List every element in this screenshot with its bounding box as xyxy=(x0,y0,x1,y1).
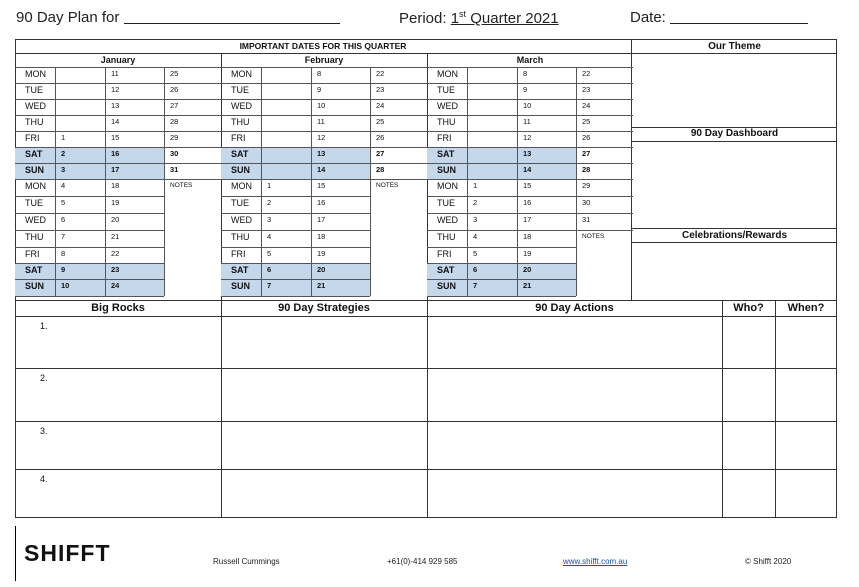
day-name: SAT xyxy=(437,149,455,159)
date-cell: 4 xyxy=(61,181,66,190)
day-name: MON xyxy=(25,69,46,79)
divider xyxy=(221,67,427,68)
date-cell: 20 xyxy=(317,265,326,274)
day-name: FRI xyxy=(437,249,452,259)
date-field[interactable] xyxy=(670,10,808,24)
date-cell: 26 xyxy=(170,85,179,94)
divider xyxy=(722,300,723,518)
date-cell: 16 xyxy=(317,198,326,207)
date-cell: 12 xyxy=(317,133,326,142)
date-cell: 8 xyxy=(317,69,322,78)
celebrations-title: Celebrations/Rewards xyxy=(681,230,788,241)
date-cell: 7 xyxy=(473,281,478,290)
date-cell: 3 xyxy=(473,215,478,224)
divider xyxy=(632,242,837,243)
divider xyxy=(427,179,576,180)
bottom-block-frame xyxy=(15,300,837,518)
date-text: Date: xyxy=(630,9,666,26)
day-name: MON xyxy=(437,69,458,79)
divider xyxy=(221,213,370,214)
day-name: WED xyxy=(437,215,458,225)
day-name: MON xyxy=(231,69,252,79)
day-name: TUE xyxy=(25,198,43,208)
divider xyxy=(427,131,576,132)
date-cell: 20 xyxy=(523,265,532,274)
date-cell: 31 xyxy=(170,165,179,174)
date-cell: 24 xyxy=(376,101,385,110)
date-cell: 3 xyxy=(61,165,66,174)
date-cell: 6 xyxy=(267,265,272,274)
when-title: When? xyxy=(787,302,825,314)
date-cell: 24 xyxy=(111,281,120,290)
day-name: THU xyxy=(25,232,44,242)
date-cell: 12 xyxy=(523,133,532,142)
month-title: January xyxy=(100,55,136,65)
date-cell: 28 xyxy=(582,165,591,174)
date-cell: 30 xyxy=(582,198,591,207)
our-theme-title: Our Theme xyxy=(708,41,761,52)
date-cell: 5 xyxy=(473,249,478,258)
day-name: TUE xyxy=(25,85,43,95)
divider xyxy=(221,196,370,197)
divider xyxy=(427,230,576,231)
date-cell: 29 xyxy=(582,181,591,190)
notes-label: NOTES xyxy=(376,182,399,189)
date-cell: 15 xyxy=(317,181,326,190)
date-cell: 16 xyxy=(523,198,532,207)
day-name: SUN xyxy=(25,165,45,175)
divider xyxy=(15,213,164,214)
date-cell: 25 xyxy=(376,117,385,126)
divider xyxy=(15,230,164,231)
date-cell: 13 xyxy=(523,149,532,158)
date-cell: 9 xyxy=(61,265,66,274)
plan-for-label xyxy=(16,9,340,26)
date-cell: 30 xyxy=(170,149,179,158)
big-rocks-title: Big Rocks xyxy=(91,302,145,314)
date-cell: 14 xyxy=(111,117,120,126)
date-cell: 10 xyxy=(523,101,532,110)
day-name: TUE xyxy=(231,85,249,95)
date-cell: 22 xyxy=(582,69,591,78)
day-name: FRI xyxy=(437,133,452,143)
divider xyxy=(221,115,370,116)
day-name: SUN xyxy=(437,281,457,291)
date-cell: 28 xyxy=(170,117,179,126)
date-label xyxy=(630,9,808,26)
divider xyxy=(221,300,222,518)
divider xyxy=(261,67,262,296)
day-name: THU xyxy=(437,232,456,242)
day-name: FRI xyxy=(231,133,246,143)
day-name: MON xyxy=(437,181,458,191)
divider xyxy=(105,67,106,296)
divider xyxy=(15,179,164,180)
date-cell: 29 xyxy=(170,133,179,142)
date-cell: 18 xyxy=(317,232,326,241)
divider xyxy=(221,247,370,248)
divider xyxy=(164,67,165,296)
notes-label: NOTES xyxy=(170,182,193,189)
divider xyxy=(15,83,164,84)
day-name: SAT xyxy=(231,265,249,275)
date-cell: 23 xyxy=(582,85,591,94)
day-name: SUN xyxy=(231,165,251,175)
month-title: March xyxy=(516,55,544,65)
date-cell: 15 xyxy=(111,133,120,142)
date-cell: 22 xyxy=(376,69,385,78)
plan-for-text: 90 Day Plan for xyxy=(16,9,120,26)
day-name: FRI xyxy=(231,249,246,259)
divider xyxy=(221,179,370,180)
day-name: FRI xyxy=(25,249,40,259)
date-cell: 17 xyxy=(111,165,120,174)
day-name: MON xyxy=(25,181,46,191)
date-cell: 20 xyxy=(111,215,120,224)
day-name: SUN xyxy=(231,281,251,291)
date-cell: 2 xyxy=(61,149,66,158)
divider xyxy=(427,115,576,116)
date-cell: 17 xyxy=(523,215,532,224)
divider xyxy=(427,300,428,518)
divider xyxy=(427,247,576,248)
date-cell: 1 xyxy=(61,133,66,142)
divider xyxy=(15,263,164,264)
date-cell: 17 xyxy=(317,215,326,224)
divider xyxy=(221,163,370,164)
period-value: 1st Quarter 2021 xyxy=(450,9,559,27)
dashboard-title: 90 Day Dashboard xyxy=(690,128,779,139)
date-cell: 12 xyxy=(111,85,120,94)
divider xyxy=(311,67,312,296)
divider xyxy=(221,279,370,280)
divider xyxy=(15,53,631,54)
date-cell: 13 xyxy=(111,101,120,110)
footer-copyright: © Shifft 2020 xyxy=(745,557,792,566)
date-cell: 9 xyxy=(523,85,528,94)
date-cell: 27 xyxy=(376,149,385,158)
divider xyxy=(221,131,370,132)
date-cell: 14 xyxy=(523,165,532,174)
divider xyxy=(15,115,164,116)
divider xyxy=(632,141,837,142)
date-cell: 14 xyxy=(317,165,326,174)
date-cell: 6 xyxy=(473,265,478,274)
divider xyxy=(15,247,164,248)
period-label xyxy=(399,9,559,27)
divider xyxy=(427,263,576,264)
date-cell: 18 xyxy=(523,232,532,241)
day-name: WED xyxy=(231,101,252,111)
divider xyxy=(517,67,518,296)
divider xyxy=(15,131,164,132)
divider xyxy=(631,39,632,301)
date-cell: 23 xyxy=(376,85,385,94)
day-name: WED xyxy=(25,101,46,111)
date-cell: 13 xyxy=(317,149,326,158)
day-name: WED xyxy=(25,215,46,225)
date-cell: 26 xyxy=(582,133,591,142)
day-name: SUN xyxy=(25,281,45,291)
divider xyxy=(15,196,164,197)
divider xyxy=(427,163,576,164)
divider xyxy=(221,230,370,231)
day-name: SAT xyxy=(231,149,249,159)
footer-name: Russell Cummings xyxy=(213,557,280,566)
divider xyxy=(15,469,837,470)
divider xyxy=(632,53,837,54)
day-name: THU xyxy=(25,117,44,127)
date-cell: 21 xyxy=(317,281,326,290)
divider xyxy=(55,67,56,296)
divider xyxy=(15,147,164,148)
divider xyxy=(15,316,837,317)
divider xyxy=(576,67,577,296)
day-name: TUE xyxy=(231,198,249,208)
date-cell: 31 xyxy=(582,215,591,224)
date-cell: 1 xyxy=(473,181,478,190)
date-cell: 5 xyxy=(267,249,272,258)
date-cell: 25 xyxy=(582,117,591,126)
big-rock-number: 4. xyxy=(40,474,48,484)
day-name: FRI xyxy=(25,133,40,143)
date-cell: 1 xyxy=(267,181,272,190)
day-name: SAT xyxy=(25,265,43,275)
plan-for-name-field[interactable] xyxy=(124,10,340,24)
divider xyxy=(221,83,370,84)
divider xyxy=(467,67,468,296)
footer-phone: +61(0)-414 929 585 xyxy=(387,557,458,566)
date-cell: 11 xyxy=(317,117,325,126)
date-cell: 27 xyxy=(170,101,179,110)
period-text: Period: xyxy=(399,10,447,27)
shifft-logo: SHIFFT xyxy=(24,540,111,566)
date-cell: 9 xyxy=(317,85,322,94)
day-name: THU xyxy=(231,117,250,127)
day-name: THU xyxy=(437,117,456,127)
divider xyxy=(15,296,164,297)
divider xyxy=(427,147,576,148)
date-cell: 22 xyxy=(111,249,120,258)
date-cell: 11 xyxy=(111,69,119,78)
divider xyxy=(15,163,164,164)
day-name: WED xyxy=(437,101,458,111)
who-title: Who? xyxy=(733,302,764,314)
date-cell: 3 xyxy=(267,215,272,224)
divider xyxy=(427,196,576,197)
date-cell: 7 xyxy=(61,232,66,241)
date-cell: 10 xyxy=(61,281,70,290)
divider xyxy=(775,300,776,518)
date-cell: 11 xyxy=(523,117,531,126)
date-cell: 6 xyxy=(61,215,66,224)
date-cell: 21 xyxy=(111,232,120,241)
day-name: MON xyxy=(231,181,252,191)
day-name: TUE xyxy=(437,85,455,95)
day-name: SAT xyxy=(437,265,455,275)
strategies-title: 90 Day Strategies xyxy=(278,302,370,314)
divider xyxy=(632,228,837,229)
divider xyxy=(15,368,837,369)
date-cell: 7 xyxy=(267,281,272,290)
important-dates-title: IMPORTANT DATES FOR THIS QUARTER xyxy=(239,41,407,51)
divider xyxy=(221,147,370,148)
date-cell: 26 xyxy=(376,133,385,142)
date-cell: 19 xyxy=(523,249,532,258)
divider xyxy=(427,213,576,214)
divider xyxy=(15,526,16,581)
date-cell: 8 xyxy=(61,249,66,258)
divider xyxy=(427,296,576,297)
date-cell: 8 xyxy=(523,69,528,78)
date-cell: 10 xyxy=(317,101,326,110)
date-cell: 2 xyxy=(267,198,272,207)
big-rock-number: 2. xyxy=(40,373,48,383)
day-name: THU xyxy=(231,232,250,242)
divider xyxy=(427,99,576,100)
date-cell: 27 xyxy=(582,149,591,158)
divider xyxy=(15,421,837,422)
actions-title: 90 Day Actions xyxy=(535,302,614,314)
notes-label: NOTES xyxy=(582,233,605,240)
date-cell: 24 xyxy=(582,101,591,110)
day-name: SAT xyxy=(25,149,43,159)
date-cell: 19 xyxy=(111,198,120,207)
divider xyxy=(221,99,370,100)
divider xyxy=(221,263,370,264)
big-rock-number: 3. xyxy=(40,426,48,436)
divider xyxy=(15,279,164,280)
big-rock-number: 1. xyxy=(40,321,48,331)
divider xyxy=(221,296,370,297)
day-name: SUN xyxy=(437,165,457,175)
day-name: WED xyxy=(231,215,252,225)
date-cell: 19 xyxy=(317,249,326,258)
date-cell: 2 xyxy=(473,198,478,207)
date-cell: 28 xyxy=(376,165,385,174)
divider xyxy=(427,67,633,68)
date-cell: 15 xyxy=(523,181,532,190)
date-cell: 16 xyxy=(111,149,120,158)
date-cell: 21 xyxy=(523,281,532,290)
footer-website-link[interactable]: www.shifft.com.au xyxy=(563,557,628,566)
date-cell: 4 xyxy=(267,232,272,241)
date-cell: 4 xyxy=(473,232,478,241)
divider xyxy=(15,99,164,100)
divider xyxy=(370,67,371,296)
date-cell: 5 xyxy=(61,198,66,207)
date-cell: 18 xyxy=(111,181,120,190)
divider xyxy=(427,279,576,280)
date-cell: 23 xyxy=(111,265,120,274)
day-name: TUE xyxy=(437,198,455,208)
date-cell: 25 xyxy=(170,69,179,78)
month-title: February xyxy=(304,55,344,65)
divider xyxy=(427,83,576,84)
